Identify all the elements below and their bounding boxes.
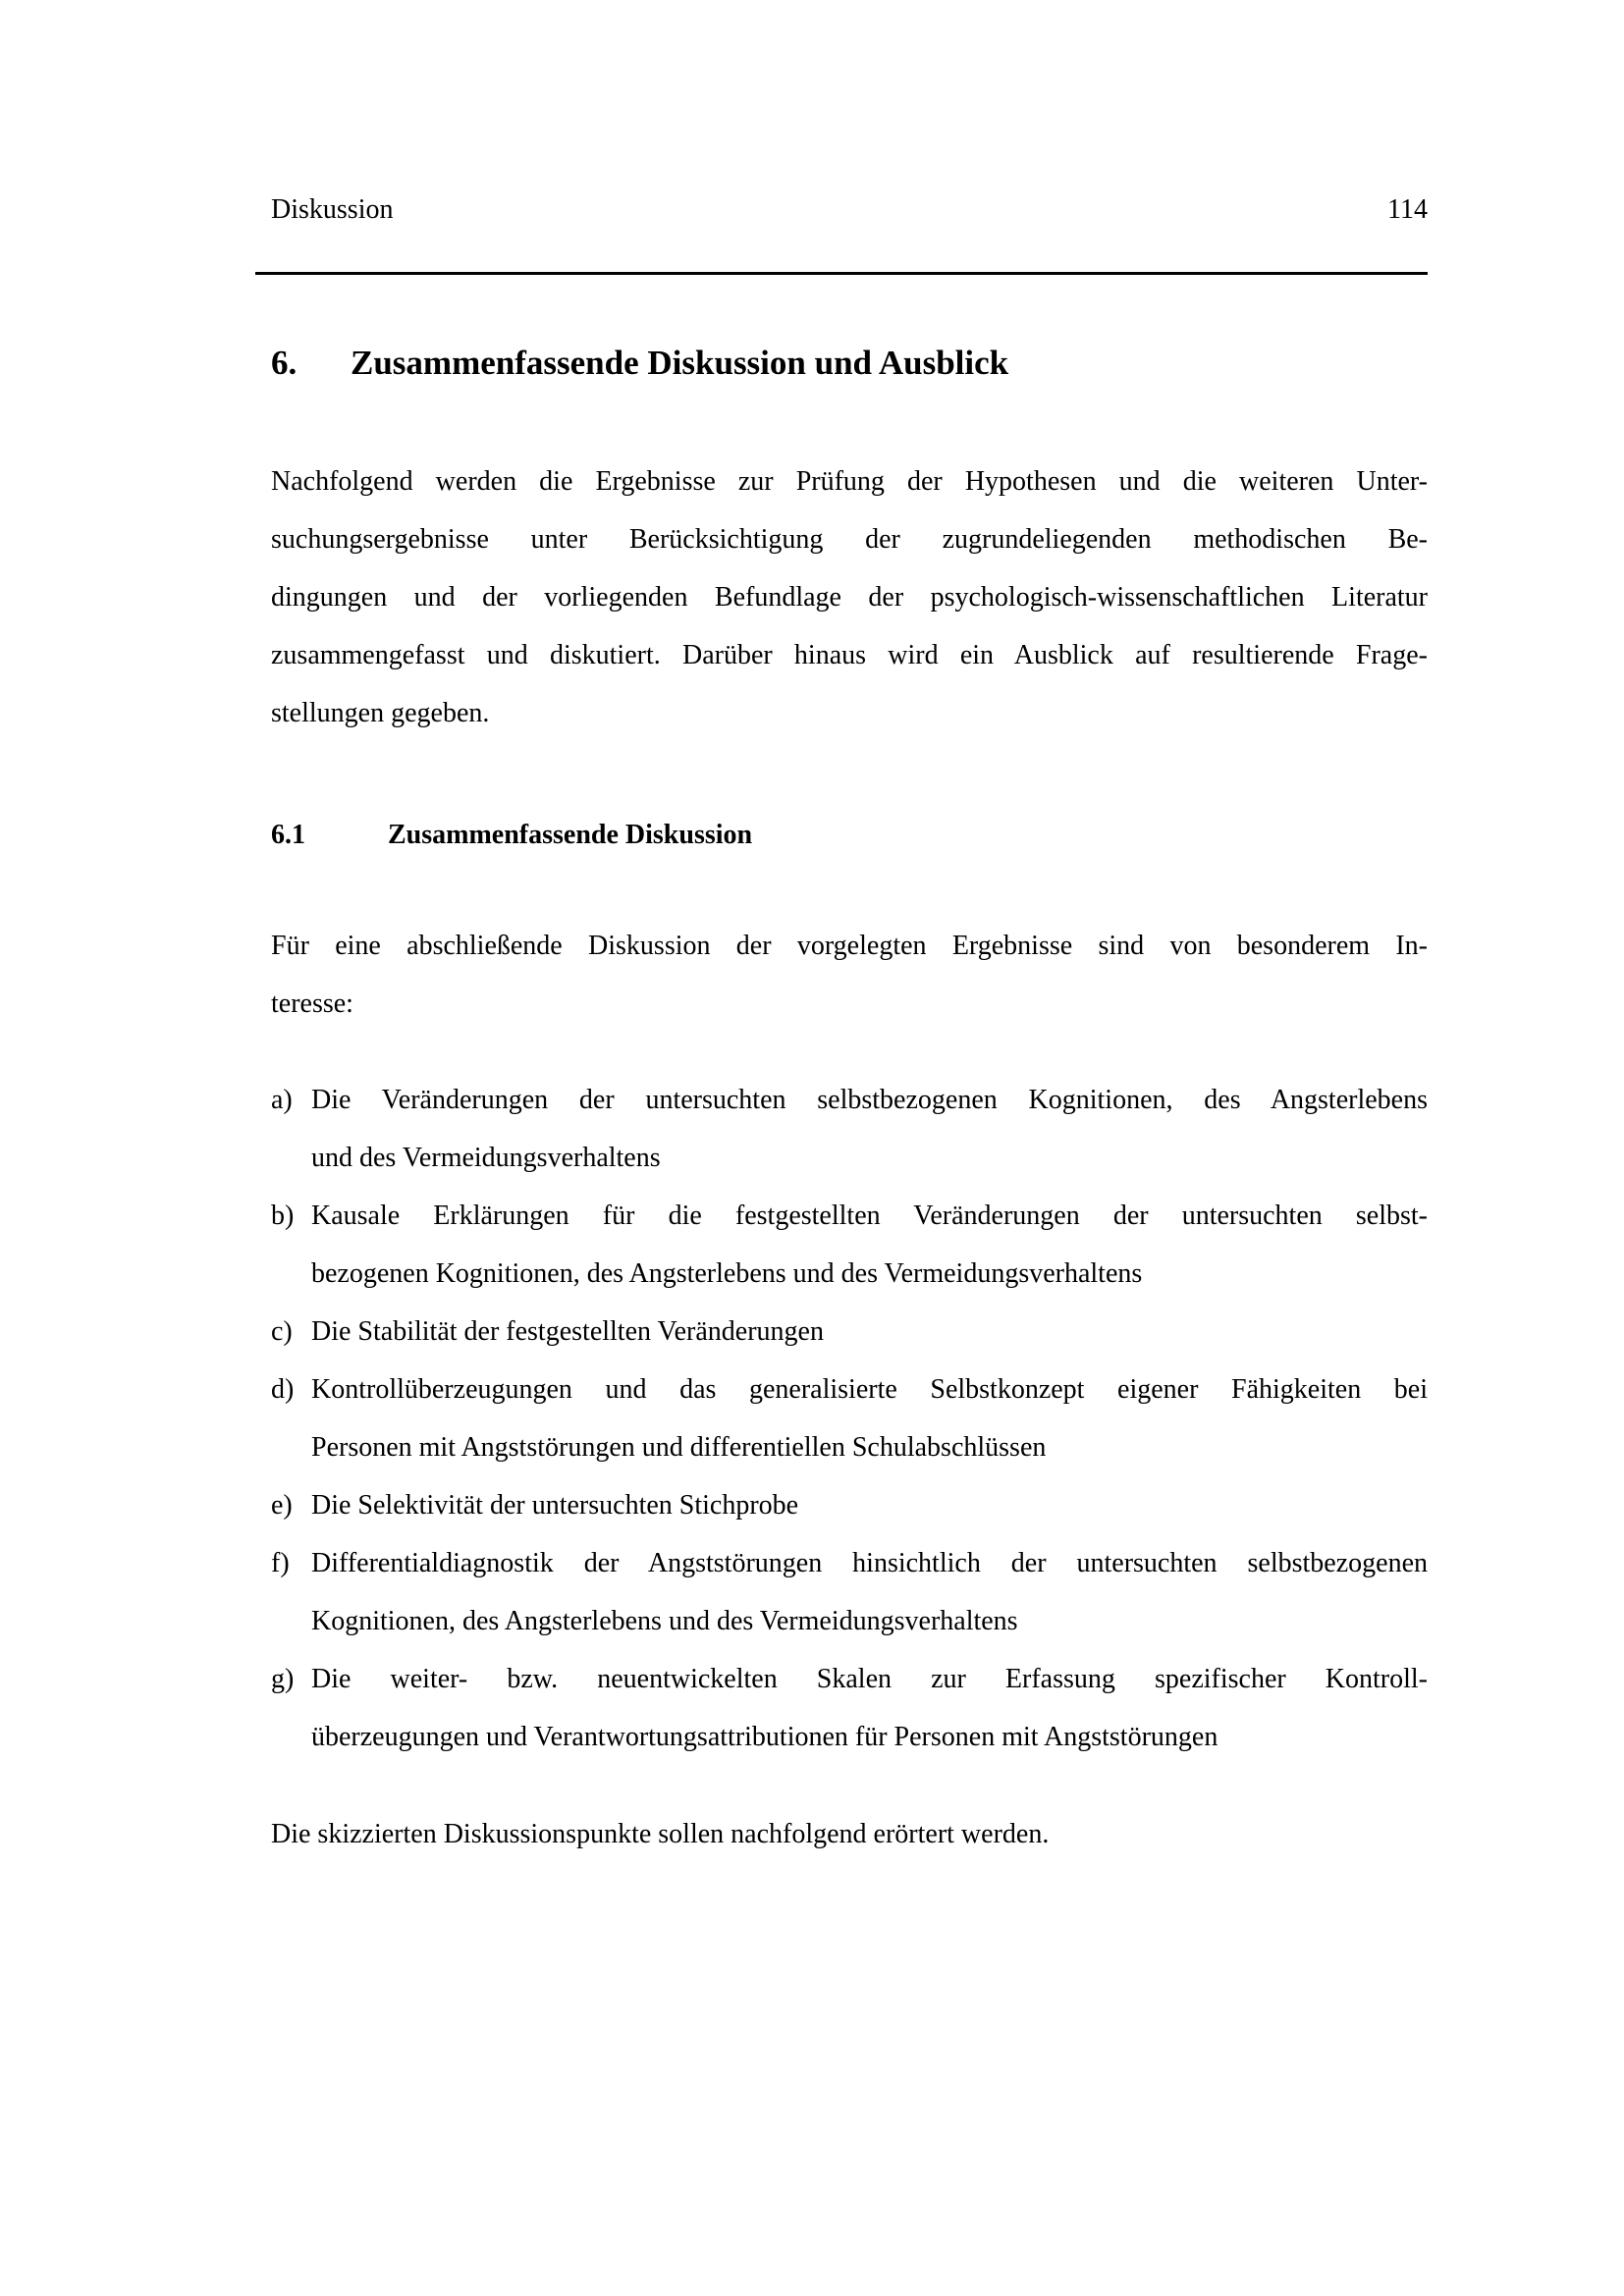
running-header-title: Diskussion <box>271 194 394 225</box>
list-item-label: a) <box>271 1085 293 1115</box>
section-number: 6.1 <box>271 820 305 850</box>
list-item-line: Personen mit Angststörungen und differentiellen Schulabschlüssen <box>311 1432 1047 1463</box>
list-item-label: e) <box>271 1490 293 1521</box>
section-title: Zusammenfassende Diskussion <box>388 820 753 850</box>
closing-paragraph: Die skizzierten Diskussionspunkte sollen nachfolgend erörtert werden. <box>271 1819 1050 1849</box>
paragraph-line: stellungen gegeben. <box>271 698 490 728</box>
list-item-line: Die Selektivität der untersuchten Stichprobe <box>311 1490 799 1521</box>
list-item-label: b) <box>271 1201 295 1231</box>
paragraph-line: teresse: <box>271 988 353 1019</box>
chapter-number: 6. <box>271 344 298 382</box>
list-item-line: Kognitionen, des Angsterlebens und des Vermeidungsverhaltens <box>311 1606 1018 1636</box>
list-item-label: d) <box>271 1374 295 1405</box>
list-item-label: c) <box>271 1316 293 1347</box>
list-item-line: bezogenen Kognitionen, des Angsterlebens und des Vermeidungsverhaltens <box>311 1258 1143 1289</box>
list-item-line: Die Stabilität der festgestellten Veränderungen <box>311 1316 824 1347</box>
list-item-line: und des Vermeidungsverhaltens <box>311 1143 661 1173</box>
paragraph-line: suchungsergebnisse unter Berücksichtigung der zugrundeliegenden methodischen Be- <box>271 524 1428 555</box>
chapter-title: Zusammenfassende Diskussion und Ausblick <box>351 344 1009 382</box>
page-number: 114 <box>1387 194 1428 225</box>
list-item-line: Kausale Erklärungen für die festgestellten Veränderungen der untersuchten selbst- <box>311 1201 1428 1231</box>
header-rule <box>255 272 1428 275</box>
paragraph-line: zusammengefasst und diskutiert. Darüber hinaus wird ein Ausblick auf resultierende Frage- <box>271 640 1428 670</box>
paragraph-line: Nachfolgend werden die Ergebnisse zur Prüfung der Hypothesen und die weiteren Unter- <box>271 466 1428 497</box>
list-item-label: g) <box>271 1664 295 1694</box>
list-item-line: Kontrollüberzeugungen und das generalisierte Selbstkonzept eigener Fähigkeiten bei <box>311 1374 1428 1405</box>
paragraph-line: dingungen und der vorliegenden Befundlage der psychologisch-wissenschaftlichen Literatur <box>271 582 1428 613</box>
paragraph-line: Für eine abschließende Diskussion der vorgelegten Ergebnisse sind von besonderem In- <box>271 931 1428 961</box>
list-item-line: überzeugungen und Verantwortungsattributionen für Personen mit Angststörungen <box>311 1722 1218 1752</box>
list-item-line: Differentialdiagnostik der Angststörungen hinsichtlich der untersuchten selbstbezogenen <box>311 1548 1428 1578</box>
list-item-line: Die weiter- bzw. neuentwickelten Skalen zur Erfassung spezifischer Kontroll- <box>311 1664 1428 1694</box>
list-item-line: Die Veränderungen der untersuchten selbstbezogenen Kognitionen, des Angsterlebens <box>311 1085 1428 1115</box>
list-item-label: f) <box>271 1548 290 1578</box>
